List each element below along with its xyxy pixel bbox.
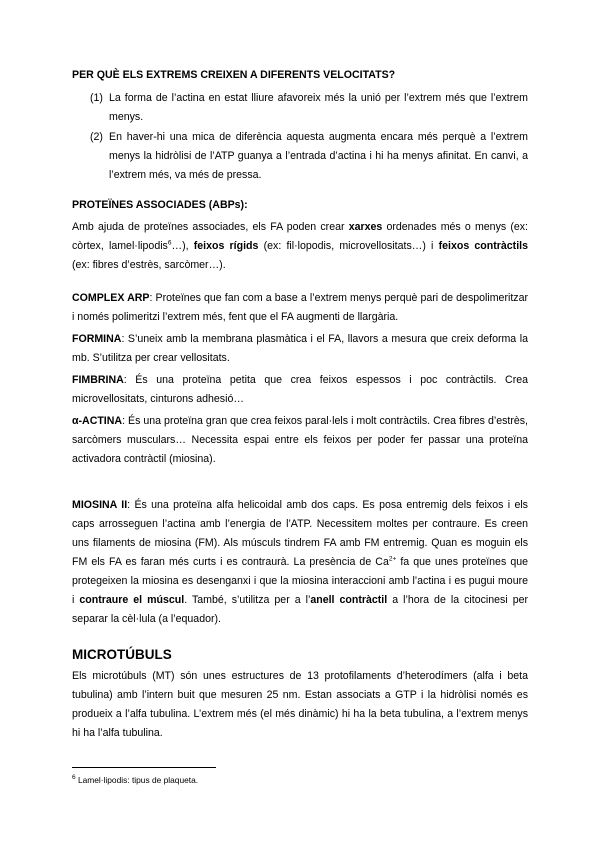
list-number: (2) [90,131,103,143]
list-text: En haver-hi una mica de diferència aquesta augmenta encara més perquè a l’extrem menys la hidròlisi de l’ATP guanya a l’entrada d’actina i hi ha menys afinitat. En canvi, a l’extrem més, va més de pressa. [109,131,528,181]
footnote-ref: 6 [167,239,172,247]
miosina-paragraph: MIOSINA II: És una proteïna alfa helicoidal amb dos caps. Es posa entremig dels feixos i els caps arrosseguen l’actina amb l’energia de l’ATP. Necessitem moltes per contraure. Es creen uns filaments de miosina (FM). Als músculs tindrem FA amb FM entremig. Quan es moguin els FM els FA es faran més curts i es contraurà. La presència de $Ca^{2+}$ fa que unes proteïnes que protegeixen la miosina es desenganxi i que la miosina interaccioni amb l’actina i es pugui moure i contraure el múscul. També, s’utilitza per a l’anell contràctil a l’hora de la citocinesi per separar la cèl·lula (a l’equador). [72,499,529,625]
heading-abps: PROTEÏNES ASSOCIADES (ABPs): [72,199,248,211]
formina-paragraph: FORMINA: S’uneix amb la membrana plasmàtica i el FA, llavors a mesura que creix deforma la mb. S’utilitza per crear vellositats. [72,333,528,364]
section-title: MICROTÚBULS [72,647,172,662]
list-number: (1) [90,92,103,104]
reasons-list [72,89,528,185]
footnote-divider [72,767,216,768]
abps-paragraph: Amb ajuda de proteïnes associades, els FA poden crear xarxes ordenades més o menys (ex: còrtex, lamel·lipodis$^6$…), feixos rígids (ex: fil·lopodis, microvellositats…) i feixos contràctils (ex: fibres d’estrès, sarcòmer…). [72,221,528,271]
actinina-paragraph: α-ACTINA: És una proteïna gran que crea feixos paral·lels i molt contràctils. Crea fibres d’estrès, sarcòmers musculars… Necessita espai entre els feixos per poder fer passar una proteïna activadora contràctil (miosina). [72,415,528,465]
list-text: La forma de l’actina en estat lliure afavoreix més la unió per l’extrem més que l’extrem menys. [109,92,528,123]
list-item [72,89,528,127]
arp-paragraph: COMPLEX ARP: Proteïnes que fan com a base a l’extrem menys perquè pari de despolimeritzar i només polimeritzi l’extrem més, fent que el FA augmenti de llargària. [72,292,528,323]
footnote: $^6$ Lamel·lipodis: tipus de plaqueta. [72,774,199,785]
fimbrina-paragraph: FIMBRINA: És una proteïna petita que crea feixos espessos i poc contràctils. Crea microvellositats, cinturons adhesió… [72,374,528,405]
document-page [72,66,528,786]
heading-extrems: PER QUÈ ELS EXTREMS CREIXEN A DIFERENTS VELOCITATS? [72,69,396,81]
microtubuls-paragraph: Els microtúbuls (MT) són unes estructures de 13 protofilaments d’heterodímers (alfa i beta tubulina) amb l’intern buit que mesuren 25 nm. Estan associats a GTP i la hidròlisi només es produeix a l’alfa tubulina. L’extrem més (el més dinàmic) hi ha la beta tubulina, a l’extrem menys hi ha l’alfa tubulina. [72,670,528,739]
list-item [72,128,528,185]
